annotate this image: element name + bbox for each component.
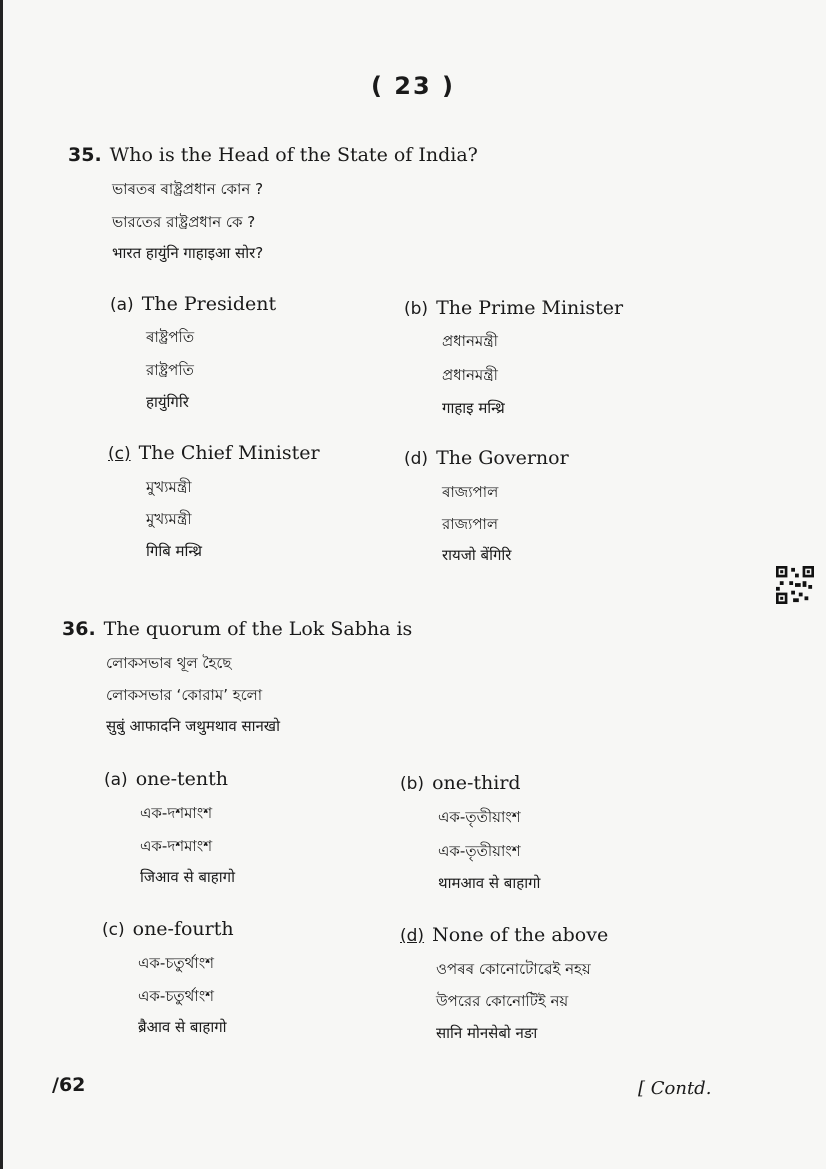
option-d [400,924,608,946]
option-text-english: The President [141,293,277,315]
option-c [102,918,234,940]
option-text-bodo: जिआव से बाहागो [140,868,235,886]
option-label: (d) [400,926,425,946]
option-label: (b) [400,774,425,794]
option-text-assamese: ৰাষ্ট্ৰপতি [146,328,195,346]
option-c [108,442,320,464]
option-text-english: one-third [432,772,521,794]
option-label: (c) [108,444,131,464]
page-edge [0,0,3,1169]
option-label: (a) [110,295,134,315]
option-text-bodo: हायुंगिरि [146,393,189,411]
option-text-assamese: এক-চতুৰ্থাংশ [138,954,215,972]
option-text-english: The Chief Minister [138,442,320,464]
option-text-bengali: উপরের কোনোটিই নয় [436,992,569,1010]
question-text-english: Who is the Head of the State of India? [109,144,478,166]
option-label: (c) [102,920,125,940]
option-text-bodo: रायजो बेंगिरि [442,546,512,564]
option-text-english: one-tenth [135,768,229,790]
option-text-assamese: এক-দশমাংশ [140,804,213,822]
option-text-bodo: थामआव से बाहागो [438,874,541,892]
question-text-english: The quorum of the Lok Sabha is [103,618,413,640]
option-text-bengali: প্রধানমন্ত্রী [442,366,498,384]
option-b [404,297,623,319]
option-text-assamese: ওপৰৰ কোনোটোৱেই নহয় [436,960,591,978]
option-d [404,447,569,469]
qr-code-icon [776,566,814,604]
option-label: (a) [104,770,128,790]
option-text-bengali: রাষ্ট্রপতি [146,361,194,379]
option-text-english: The Governor [436,447,569,469]
option-text-assamese: প্ৰধানমন্ত্ৰী [442,332,498,350]
option-text-bodo: ब्रैआव से बाहागो [138,1018,227,1036]
option-text-bodo: गिबि मन्थ्रि [146,542,202,560]
option-text-assamese: ৰাজ্যপাল [442,483,499,501]
option-text-assamese: মুখ্যমন্ত্ৰী [146,478,192,496]
option-text-bengali: এক-চতুর্থাংশ [138,987,215,1005]
question-text-bodo: भारत हायुंनि गाहाइआ सोर? [112,244,264,262]
question-text-assamese: ভাৰতৰ ৰাষ্ট্ৰপ্ৰধান কোন ? [112,180,264,198]
option-text-bodo: गाहाइ मन्थ्रि [442,399,505,417]
option-a [110,293,276,315]
question-35 [68,144,478,166]
option-text-bengali: এক-দশমাংশ [140,837,213,855]
question-number: 35. [68,144,102,166]
option-text-bengali: এক-তৃতীয়াংশ [438,842,521,860]
option-text-english: None of the above [432,924,609,946]
booklet-code: /62 [52,1074,86,1096]
question-number: 36. [62,618,96,640]
option-label: (b) [404,299,429,319]
question-text-bodo: सुबुं आफादनि जथुमथाव सानखो [106,717,280,735]
page-number: ( 23 ) [370,72,456,100]
option-text-bengali: মুখ্যমন্ত্রী [146,510,192,528]
question-36 [62,618,412,640]
option-text-english: one-fourth [132,918,234,940]
option-text-assamese: এক-তৃতীয়াংশ [438,808,521,826]
option-a [104,768,228,790]
question-text-assamese: লোকসভাৰ থূল হৈছে [106,654,232,672]
question-text-bengali: লোকসভার ‘কোরাম’ হলো [106,686,263,704]
option-text-bengali: রাজ্যপাল [442,515,499,533]
option-label: (d) [404,449,429,469]
option-text-english: The Prime Minister [436,297,624,319]
option-b [400,772,521,794]
question-text-bengali: ভারতের রাষ্ট্রপ্রধান কে ? [112,213,256,231]
option-text-bodo: सानि मोनसेबो नङा [436,1024,538,1042]
continued-note: [ Contd. [638,1078,712,1099]
